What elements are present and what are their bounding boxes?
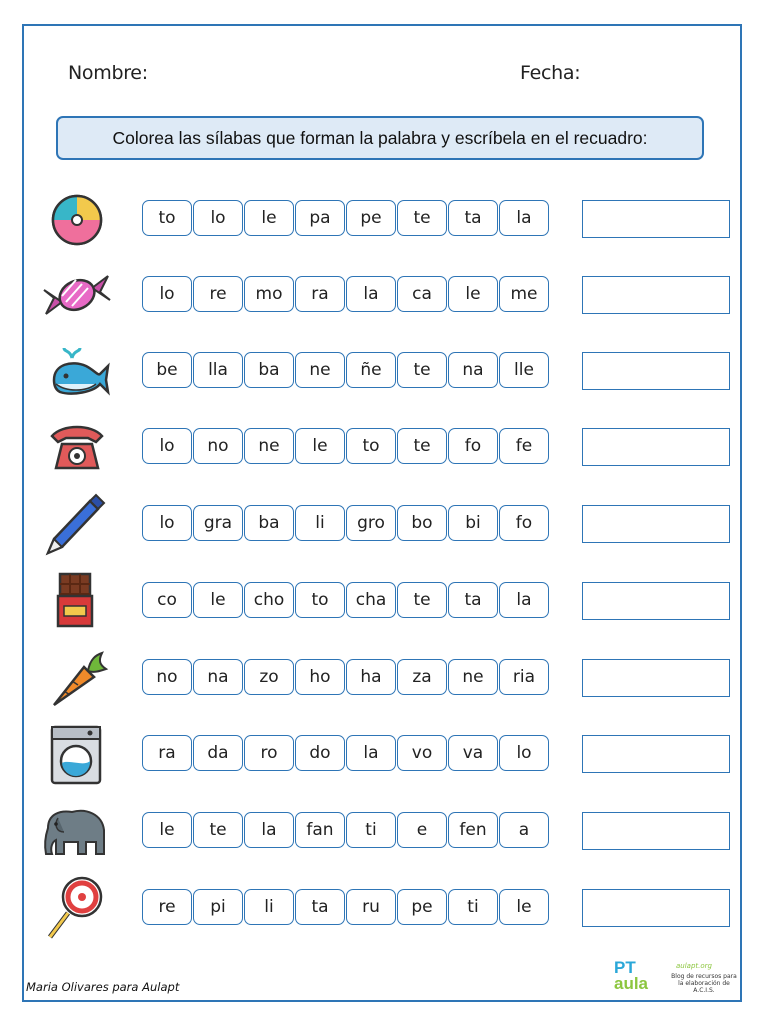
syllable-box[interactable]: pe	[397, 889, 447, 925]
syllable-box[interactable]: me	[499, 276, 549, 312]
answer-box[interactable]	[582, 505, 730, 543]
telephone-icon	[42, 414, 112, 480]
syllable-box[interactable]: te	[397, 200, 447, 236]
washing-machine-icon	[42, 721, 112, 787]
syllable-box[interactable]: la	[346, 735, 396, 771]
author-credit: Maria Olivares para Aulapt	[26, 980, 180, 994]
logo-desc-text: Blog de recursos para la elaboración de A.C.I.S.	[671, 973, 737, 994]
syllable-box[interactable]: zo	[244, 659, 294, 695]
syllable-box[interactable]: ra	[142, 735, 192, 771]
syllable-box[interactable]: pe	[346, 200, 396, 236]
syllable-box[interactable]: la	[499, 200, 549, 236]
syllable-box[interactable]: na	[448, 352, 498, 388]
syllable-box[interactable]: ca	[397, 276, 447, 312]
syllable-box[interactable]: do	[295, 735, 345, 771]
syllable-box[interactable]: ro	[244, 735, 294, 771]
syllable-box[interactable]: be	[142, 352, 192, 388]
syllable-box[interactable]: ta	[448, 582, 498, 618]
syllable-box[interactable]: ti	[346, 812, 396, 848]
syllable-box[interactable]: ha	[346, 659, 396, 695]
syllable-box[interactable]: ta	[448, 200, 498, 236]
syllable-box[interactable]: ñe	[346, 352, 396, 388]
syllable-box[interactable]: te	[193, 812, 243, 848]
syllable-box[interactable]: le	[193, 582, 243, 618]
syllable-box[interactable]: ba	[244, 352, 294, 388]
exercise-row	[0, 200, 768, 240]
syllable-box[interactable]: no	[142, 659, 192, 695]
name-label: Nombre:	[68, 62, 148, 84]
syllable-box[interactable]: li	[244, 889, 294, 925]
candy-icon	[42, 262, 112, 328]
syllable-box[interactable]: le	[244, 200, 294, 236]
carrot-icon	[42, 645, 112, 711]
syllable-box[interactable]: fan	[295, 812, 345, 848]
exercise-row	[0, 659, 768, 699]
syllable-box[interactable]: to	[142, 200, 192, 236]
syllable-box[interactable]: cha	[346, 582, 396, 618]
syllable-box[interactable]: fo	[499, 505, 549, 541]
syllable-box[interactable]: ne	[448, 659, 498, 695]
syllable-box[interactable]: lo	[142, 428, 192, 464]
syllable-box[interactable]: to	[346, 428, 396, 464]
aulapt-logo	[612, 958, 740, 998]
answer-box[interactable]	[582, 735, 730, 773]
syllable-box[interactable]: bo	[397, 505, 447, 541]
syllable-box[interactable]: ta	[295, 889, 345, 925]
exercise-row	[0, 582, 768, 622]
syllable-box[interactable]: lla	[193, 352, 243, 388]
syllable-box[interactable]: ba	[244, 505, 294, 541]
whale-icon	[42, 338, 112, 404]
answer-box[interactable]	[582, 276, 730, 314]
syllable-box[interactable]: ra	[295, 276, 345, 312]
syllable-box[interactable]: ti	[448, 889, 498, 925]
syllable-box[interactable]: li	[295, 505, 345, 541]
syllable-box[interactable]: ru	[346, 889, 396, 925]
exercise-row	[0, 276, 768, 316]
syllable-box[interactable]: la	[346, 276, 396, 312]
syllable-box[interactable]: e	[397, 812, 447, 848]
syllable-box[interactable]: la	[499, 582, 549, 618]
syllable-box[interactable]: re	[193, 276, 243, 312]
syllable-box[interactable]: lo	[193, 200, 243, 236]
exercise-row	[0, 812, 768, 852]
syllable-box[interactable]: ne	[295, 352, 345, 388]
syllable-box[interactable]: fo	[448, 428, 498, 464]
syllable-box[interactable]: re	[142, 889, 192, 925]
syllable-box[interactable]: lle	[499, 352, 549, 388]
answer-box[interactable]	[582, 659, 730, 697]
syllable-box[interactable]: za	[397, 659, 447, 695]
syllable-box[interactable]: lo	[142, 276, 192, 312]
exercise-row	[0, 889, 768, 929]
syllable-box[interactable]: pa	[295, 200, 345, 236]
syllable-box[interactable]: cho	[244, 582, 294, 618]
syllable-box[interactable]: va	[448, 735, 498, 771]
pen-icon	[42, 491, 112, 557]
lollipop-icon	[42, 875, 112, 941]
answer-box[interactable]	[582, 582, 730, 620]
date-label: Fecha:	[520, 62, 581, 84]
syllable-box[interactable]: gra	[193, 505, 243, 541]
syllable-box[interactable]: lo	[499, 735, 549, 771]
syllable-box[interactable]: no	[193, 428, 243, 464]
answer-box[interactable]	[582, 889, 730, 927]
syllable-box[interactable]: gro	[346, 505, 396, 541]
syllable-box[interactable]: na	[193, 659, 243, 695]
answer-box[interactable]	[582, 812, 730, 850]
syllable-box[interactable]: te	[397, 428, 447, 464]
answer-box[interactable]	[582, 200, 730, 238]
logo-site-text: aulapt.org	[676, 962, 712, 970]
instruction-box: Colorea las sílabas que forman la palabra y escríbela en el recuadro:	[56, 116, 704, 160]
elephant-icon	[42, 798, 112, 864]
logo-aula-text: aula	[614, 974, 649, 993]
syllable-box[interactable]: ho	[295, 659, 345, 695]
answer-box[interactable]	[582, 352, 730, 390]
syllable-box[interactable]: te	[397, 352, 447, 388]
beach-ball-icon	[42, 186, 112, 252]
syllable-box[interactable]: co	[142, 582, 192, 618]
syllable-box[interactable]: to	[295, 582, 345, 618]
syllable-box[interactable]: ne	[244, 428, 294, 464]
syllable-box[interactable]: le	[499, 889, 549, 925]
syllable-box[interactable]: bi	[448, 505, 498, 541]
exercise-row	[0, 428, 768, 468]
logo-pt-text: PT	[614, 958, 636, 977]
syllable-box[interactable]: vo	[397, 735, 447, 771]
syllable-box[interactable]: te	[397, 582, 447, 618]
syllable-box[interactable]: le	[295, 428, 345, 464]
answer-box[interactable]	[582, 428, 730, 466]
syllable-box[interactable]: lo	[142, 505, 192, 541]
syllable-box[interactable]: fen	[448, 812, 498, 848]
syllable-box[interactable]: pi	[193, 889, 243, 925]
syllable-box[interactable]: mo	[244, 276, 294, 312]
syllable-box[interactable]: la	[244, 812, 294, 848]
syllable-box[interactable]: fe	[499, 428, 549, 464]
syllable-box[interactable]: le	[142, 812, 192, 848]
exercise-row	[0, 735, 768, 775]
exercise-row	[0, 352, 768, 392]
syllable-box[interactable]: a	[499, 812, 549, 848]
exercise-row	[0, 505, 768, 545]
syllable-box[interactable]: le	[448, 276, 498, 312]
syllable-box[interactable]: da	[193, 735, 243, 771]
syllable-box[interactable]: ria	[499, 659, 549, 695]
chocolate-icon	[42, 568, 112, 634]
